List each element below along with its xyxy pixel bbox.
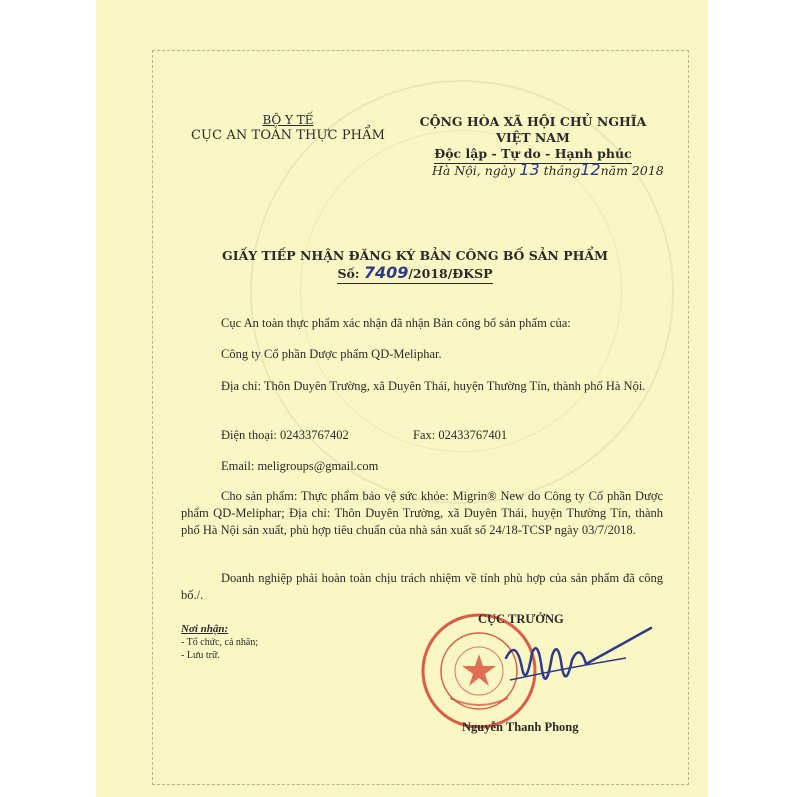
handwritten-month: 12 <box>580 160 601 179</box>
agency-name: CỤC AN TOÀN THỰC PHẨM <box>190 128 386 143</box>
paragraph-responsibility: Doanh nghiệp phải hoàn toàn chịu trách nhiệm về tính phù hợp của sản phẩm đã công bố./. <box>181 571 663 602</box>
document-title <box>200 247 630 284</box>
title-text: GIẤY TIẾP NHẬN ĐĂNG KÝ BẢN CÔNG BỐ SẢN PHẨM <box>222 248 608 263</box>
email-line: Email: meligroups@gmail.com <box>221 459 379 473</box>
fax-line: Fax: 02433767401 <box>413 428 508 442</box>
recipient-item: - Lưu trữ. <box>181 650 220 661</box>
issuer-header <box>188 112 388 144</box>
paragraph-address: Địa chỉ: Thôn Duyên Trường, xã Duyên Thái, huyện Thường Tín, thành phố Hà Nội. <box>221 379 646 393</box>
paragraph-company: Công ty Cổ phần Dược phẩm QD-Meliphar. <box>221 347 442 361</box>
signer-title: CỤC TRƯỞNG <box>478 612 564 626</box>
signer-name: Nguyễn Thanh Phong <box>462 720 579 734</box>
national-header <box>402 114 664 164</box>
country-name: CỘNG HÒA XÃ HỘI CHỦ NGHĨA VIỆT NAM <box>419 114 647 145</box>
issue-date: Hà Nội, ngày 13 tháng12năm 2018 <box>432 160 664 179</box>
recipients-label: Nơi nhận: <box>181 623 229 635</box>
paragraph-product: Cho sản phẩm: Thực phẩm bảo vệ sức khỏe: Migrin® New do Công ty Cổ phần Dược phẩm QD-Meliphar; Địa chỉ: Thôn Duyên Trường, xã Duyên Thái, huyện Thường Tín, thành phố Hà Nội sản xuất, phù hợp tiêu chuẩn của nhà sản xuất số 24/18-TCSP ngày 03/7/2018. <box>181 489 663 537</box>
recipients-block <box>181 623 258 662</box>
ministry-name: BỘ Y TẾ <box>262 113 314 127</box>
phone-line: Điện thoại: 02433767402 <box>221 428 349 442</box>
handwritten-day: 13 <box>519 160 540 179</box>
national-motto: Độc lập - Tự do - Hạnh phúc <box>434 146 631 164</box>
document-number: Số: 7409/2018/ĐKSP <box>337 263 493 282</box>
handwritten-number: 7409 <box>363 263 409 282</box>
paragraph-confirmation: Cục An toàn thực phẩm xác nhận đã nhận Bản công bố sản phẩm của: <box>221 316 571 330</box>
recipient-item: - Tổ chức, cá nhân; <box>181 637 259 648</box>
